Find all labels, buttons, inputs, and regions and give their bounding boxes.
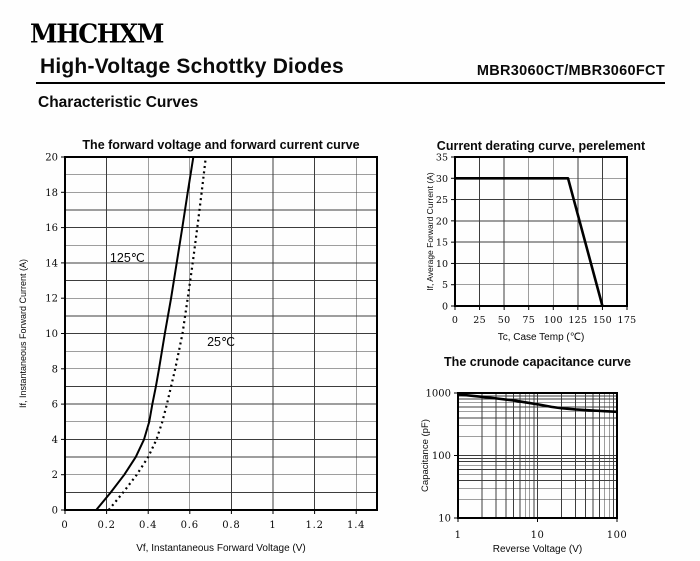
derating-svg [408,132,700,348]
cap-svg [408,352,700,560]
x-axis-label: Vf, Instantaneous Forward Voltage (V) [136,543,306,554]
y-tick-label: 16 [45,223,58,235]
x-tick-label: 50 [497,315,511,326]
y-tick-label: 4 [51,434,58,446]
y-tick-label: 6 [51,399,58,411]
x-tick-label: 10 [530,530,545,541]
y-tick-label: 10 [435,258,448,270]
x-tick-label: 25 [473,315,486,326]
brand-logo: MHCHXM [30,18,163,49]
y-tick-label: 0 [441,301,448,313]
x-tick-label: 125 [568,315,588,326]
part-number: MBR3060CT/MBR3060FCT [476,63,665,79]
y-tick-label: 10 [45,329,58,340]
y-tick-label: 20 [45,152,58,164]
x-tick-label: 100 [606,530,628,541]
y-tick-label: 35 [435,152,448,164]
y-tick-label: 12 [45,293,58,305]
y-tick-label: 1000 [425,388,451,400]
y-tick-label: 18 [45,187,58,199]
forward-voltage-current-chart [12,132,404,561]
grid-lines [65,157,377,510]
y-tick-label: 14 [45,258,58,270]
axis-ticks [45,153,365,532]
y-axis-label: If, Average Forward Current (A) [425,172,435,291]
chart-title: The forward voltage and forward current curve [82,138,360,152]
series-label-125C: 125℃ [109,251,145,266]
chart-title: Current derating curve, perelement [436,139,646,153]
y-tick-label: 10 [438,513,451,525]
y-axis-label: If, Instantaneous Forward Current (A) [18,258,28,409]
x-tick-label: 75 [522,315,536,326]
x-axis-label: Reverse Voltage (V) [492,544,583,555]
y-axis-label: Capacitance (pF) [420,419,431,492]
capacitance-chart [408,352,700,561]
x-axis-label: Tc, Case Temp (℃) [497,332,585,343]
section-title: Characteristic Curves [38,94,199,111]
fwd-svg [12,132,404,561]
x-tick-label: 0.4 [139,520,158,531]
x-tick-label: 175 [617,315,637,326]
y-tick-label: 20 [435,216,448,228]
x-tick-label: 0.2 [97,520,116,531]
y-tick-label: 100 [431,451,451,462]
y-tick-label: 25 [435,195,448,207]
x-tick-label: 1.2 [305,520,324,531]
x-tick-label: 150 [592,315,612,326]
y-tick-label: 15 [435,237,448,249]
x-tick-label: 1 [269,520,277,531]
x-tick-label: 0 [61,520,69,531]
chart-title: The crunode capacitance curve [444,355,631,369]
x-tick-label: 0.6 [180,520,199,531]
x-tick-label: 0.8 [222,520,241,531]
series-label-25C: 25℃ [207,334,236,349]
current-derating-chart [408,132,700,353]
page-title: High-Voltage Schottky Diodes [40,55,344,78]
y-tick-label: 8 [51,364,58,376]
y-tick-label: 5 [441,280,448,292]
y-tick-label: 30 [435,173,448,185]
x-tick-label: 1 [454,530,462,541]
x-tick-label: 0 [451,315,459,326]
header-divider [36,82,665,84]
y-tick-label: 2 [51,470,58,482]
x-tick-label: 100 [543,315,563,326]
y-tick-label: 0 [51,505,58,517]
x-tick-label: 1.4 [347,520,366,531]
